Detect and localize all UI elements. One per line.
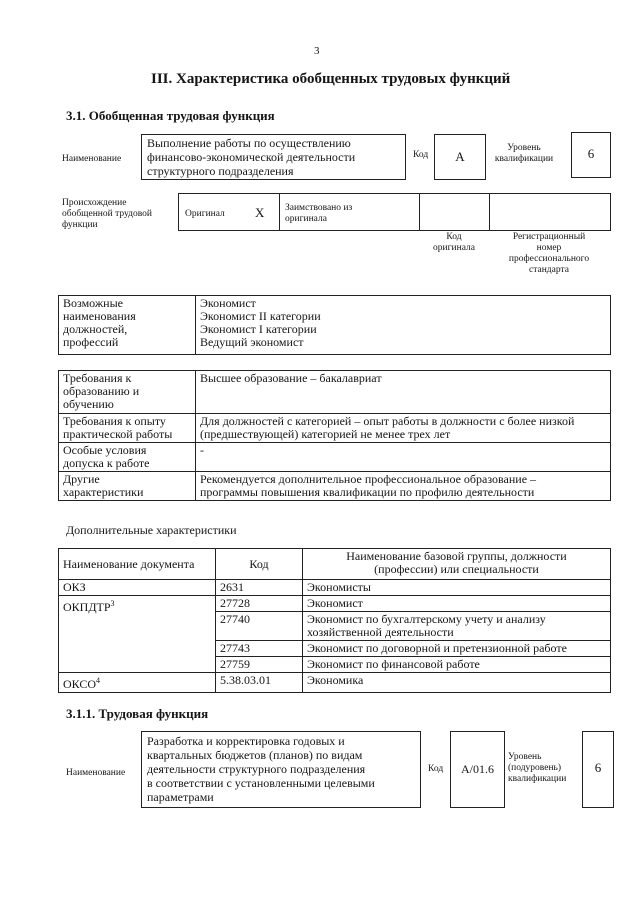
gtf-level-label-line: Уровень [507,143,541,153]
tf-code-value: А/01.6 [461,762,494,776]
req-label-line: Другие [63,472,100,486]
requirements-table [58,370,611,501]
code-original-label [424,232,484,254]
original-mark: Х [255,205,265,220]
reg-number-line: профессионального [508,254,590,264]
okso-label-text: ОКСО [63,677,97,691]
req-conditions-value [196,443,611,472]
gtf-name-line: Выполнение работы по осуществлению [147,136,351,150]
tf-name-box [141,731,421,808]
gtf-name-line: структурного подразделения [147,164,294,178]
position-item: Ведущий экономист [200,335,304,349]
borrowed-label-line: оригинала [285,214,327,224]
tf-level-label-line: Уровень [508,752,542,762]
borrowed-label-line: Заимствовано из [285,203,353,213]
col-code-header: Код [216,549,303,580]
okpdtr-name-line: Экономист по финансовой работе [307,657,480,671]
position-item: Экономист II категории [200,309,321,323]
req-label-line: образованию и [63,384,140,398]
gtf-origin-box [178,193,611,231]
reg-number-label [492,232,606,276]
okpdtr-label-text: ОКПДТР [63,600,111,614]
tf-name-label: Наименование [66,768,126,778]
okso-label [59,673,216,693]
gtf-level-box [571,132,611,178]
additional-table [58,548,611,693]
okpdtr-name-line: Экономист по договорной и претензионной работе [307,641,567,655]
borrowed-label [285,203,352,225]
req-label-line: Требования к [63,371,132,385]
okpdtr-name-line: хозяйственной деятельности [307,625,454,639]
code-original-line: Код [446,232,462,242]
gtf-heading: 3.1. Обобщенная трудовая функция [66,108,275,123]
tf-level-value: 6 [594,760,602,775]
position-item: Экономист I категории [200,322,317,336]
tf-level-box [582,731,614,808]
okso-name: Экономика [303,673,611,693]
col-name-header [303,549,611,580]
req-label-line: Требования к опыту [63,414,166,428]
req-value-line: (предшествующей) категорией не менее трех лет [200,427,451,441]
col-doc-header: Наименование документа [59,549,216,580]
req-value-line: Рекомендуется дополнительное профессиональное образование – [200,472,537,486]
req-other-value [196,472,611,501]
okpdtr-footnote: 3 [110,599,115,608]
req-value-line: Для должностей с категорией – опыт работы в должности с более низкой [200,414,575,428]
col-name-header-line: Наименование базовой группы, должности [346,549,567,563]
tf-level-label-line: квалификации [508,774,567,784]
gtf-origin-label-line: обобщенной трудовой [62,209,152,219]
gtf-code-box [434,134,486,180]
reg-number-line: стандарта [529,265,569,275]
req-label-line: практической работы [63,427,173,441]
okso-footnote: 4 [96,676,101,685]
positions-label-line: Возможные [63,296,123,310]
req-value-line: - [200,443,204,457]
gtf-origin-label-line: функции [62,220,98,230]
okso-code: 5.38.03.01 [216,673,303,693]
gtf-origin-label-line: Происхождение [62,198,127,208]
okz-code: 2631 [216,580,303,596]
req-label-line: характеристики [63,485,144,499]
req-experience-label [59,414,196,443]
gtf-origin-label [62,198,152,231]
tf-level-label [508,752,580,785]
okpdtr-label [59,596,216,673]
original-label: Оригинал [185,209,225,219]
req-education-value [196,371,611,414]
gtf-name-label: Наименование [62,154,122,164]
req-experience-value [196,414,611,443]
okpdtr-name [303,596,611,612]
req-other-label [59,472,196,501]
gtf-code-value: А [455,149,465,164]
req-label-line: Особые условия [63,443,147,457]
req-value-line: программы повышения квалификации по профилю деятельности [200,485,535,499]
tf-name-line: квартальных бюджетов (планов) по видам [147,748,363,762]
section-title: III. Характеристика обобщенных трудовых функций [151,71,511,87]
req-education-label [59,371,196,414]
gtf-level-label-line: квалификации [494,154,554,164]
tf-heading: 3.1.1. Трудовая функция [66,706,209,721]
positions-label-line: профессий [63,335,119,349]
tf-name-line: параметрами [147,790,214,804]
positions-label-line: должностей, [63,322,128,336]
tf-name-line: в соответствии с установленными целевыми [147,776,375,790]
positions-values [196,296,611,355]
reg-number-line: номер [536,243,562,253]
req-value-line: Высшее образование – бакалавриат [200,371,382,385]
tf-code-box [450,731,505,808]
tf-level-label-line: (подуровень) [508,763,562,773]
okpdtr-name-line: Экономист по бухгалтерскому учету и анализу [307,612,546,626]
okpdtr-name [303,657,611,673]
col-name-header-line: (профессии) или специальности [374,562,539,576]
page-number: 3 [314,45,320,57]
req-label-line: обучению [63,397,114,411]
gtf-level-label [490,143,558,165]
req-conditions-label [59,443,196,472]
okz-label: ОКЗ [59,580,216,596]
gtf-name-line: финансово-экономической деятельности [147,150,356,164]
positions-table [58,295,611,355]
tf-code-label: Код [428,764,444,774]
okpdtr-name-line: Экономист [307,596,363,610]
gtf-level-value: 6 [587,146,595,161]
reg-number-line: Регистрационный [512,232,586,242]
additional-heading: Дополнительные характеристики [66,523,237,537]
okz-name: Экономисты [303,580,611,596]
okpdtr-code: 27740 [216,612,303,641]
okpdtr-name [303,641,611,657]
okpdtr-code: 27759 [216,657,303,673]
req-label-line: допуска к работе [63,456,150,470]
okpdtr-name [303,612,611,641]
code-original-line: оригинала [433,243,475,253]
positions-label [59,296,196,355]
tf-name-line: Разработка и корректировка годовых и [147,734,345,748]
tf-name-line: деятельности структурного подразделения [147,762,366,776]
position-item: Экономист [200,296,256,310]
positions-label-line: наименования [63,309,136,323]
gtf-name-box [141,134,406,180]
okpdtr-code: 27728 [216,596,303,612]
okpdtr-code: 27743 [216,641,303,657]
gtf-code-label: Код [413,150,429,160]
